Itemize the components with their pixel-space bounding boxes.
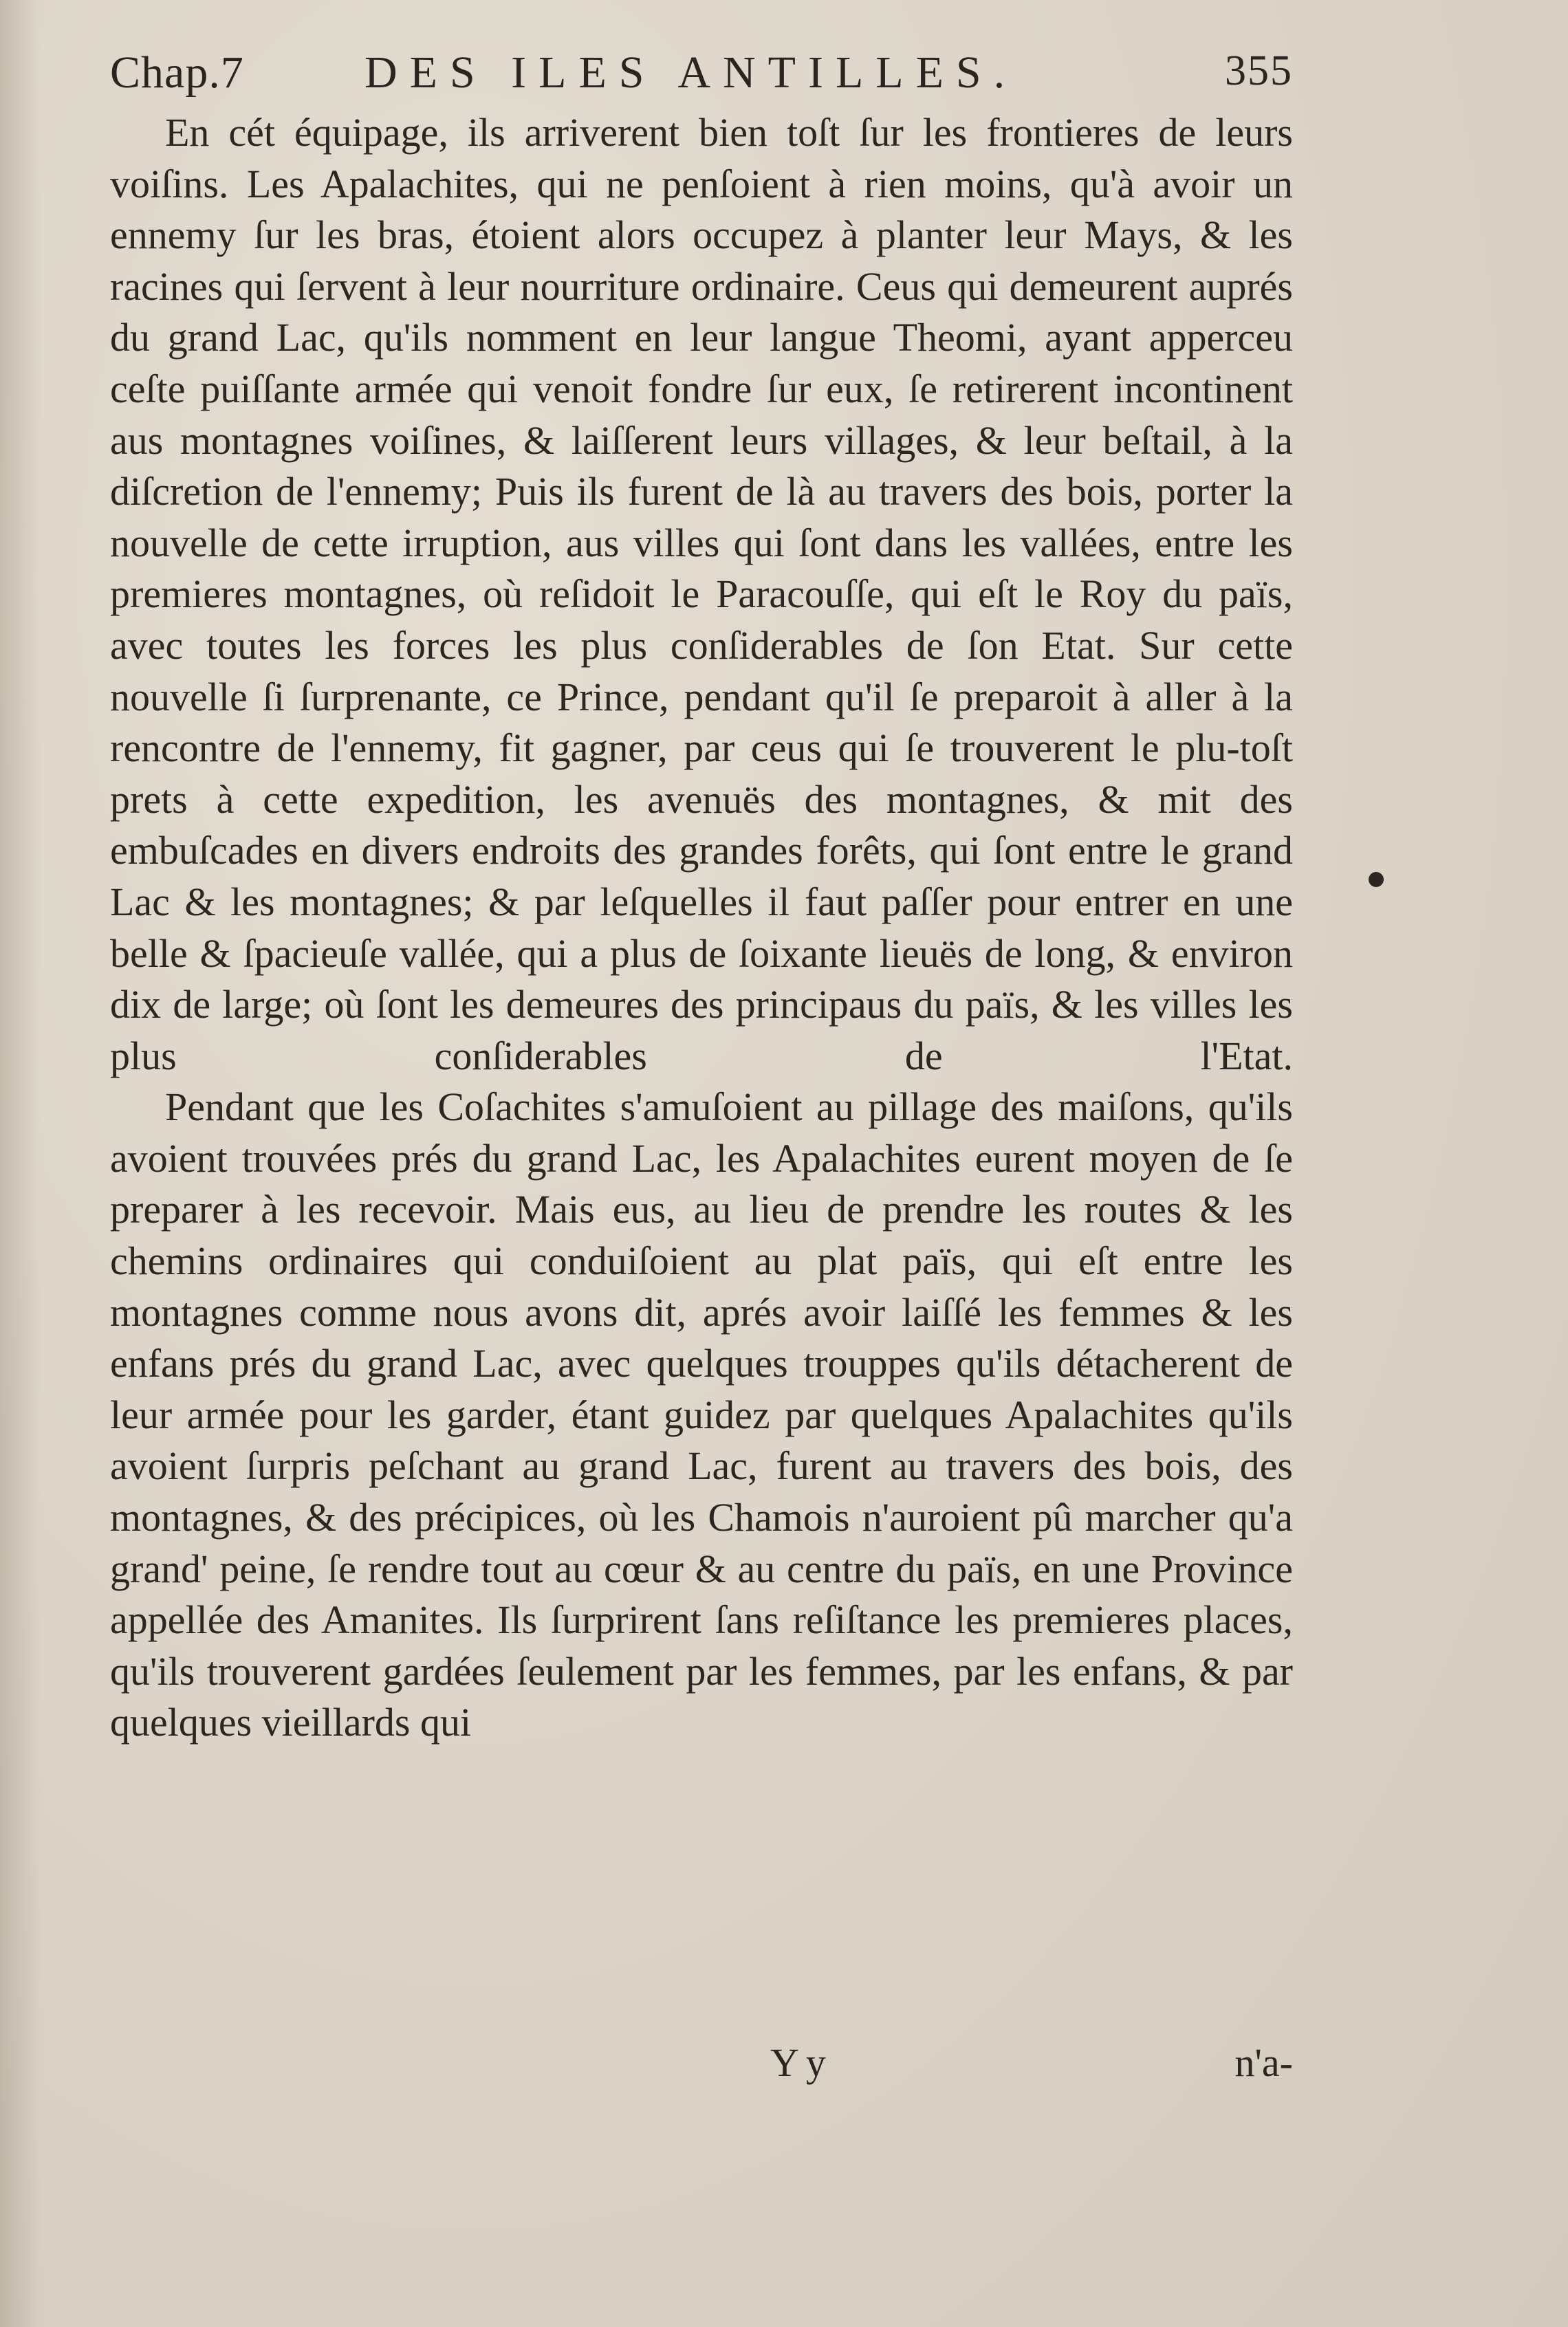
paragraph-2: Pendant que les Coſachites s'amuſoient au pillage des maiſons, qu'ils avoient trouvées prés du grand Lac, les Apalachites eurent moyen de ſe preparer à les recevoir. Mais eus, au lieu de prendre les routes & les chemins ordinaires qui conduiſoient au plat païs, qui eſt entre les montagnes comme nous avons dit, aprés avoir laiſſé les femmes & les enfans prés du grand Lac, avec quelques trouppes qu'ils détacherent de leur armée pour les garder, étant guidez par quelques Apalachites qu'ils avoient ſurpris peſchant au grand Lac, furent au travers des bois, des montagnes, & des précipices, où les Chamois n'auroient pû marcher qu'a grand' peine, ſe rendre tout au cœur & au centre du païs, en une Province appellée des Amanites. Ils ſurprirent ſans reſiſtance les premieres places, qu'ils trouverent gardées ſeulement par les femmes, par les enfans, & par quelques vieillards qui (110, 1084, 1293, 1745)
paragraph-1: En cét équipage, ils arriverent bien toſt ſur les frontieres de leurs voiſins. Les Apalachites, qui ne penſoient à rien moins, qu'à avoir un ennemy ſur les bras, étoient alors occupez à planter leur Mays, & les racines qui ſervent à leur nourriture ordinaire. Ceus qui demeurent auprés du grand Lac, qu'ils nomment en leur langue Theomi, ayant apperceu ceſte puiſſante armée qui venoit fondre ſur eux, ſe retirerent incontinent aus montagnes voiſines, & laiſſerent leurs villages, & leur beſtail, à la diſcretion de l'ennemy; Puis ils furent de là au travers des bois, porter la nouvelle de cette irruption, aus villes qui ſont dans les vallées, entre les premieres montagnes, où reſidoit le Paracouſſe, qui eſt le Roy du païs, avec toutes les forces les plus conſiderables de ſon Etat. Sur cette nouvelle ſi ſurprenante, ce Prince, pendant qu'il ſe preparoit à aller à la rencontre de l'ennemy, fit gagner, par ceus qui ſe trouverent le plu-toſt prets à cette expedition, les avenuës des montagnes, & mit des embuſcades en divers endroits des grandes forêts, qui ſont entre le grand Lac & les montagnes; & par leſquelles il faut paſſer pour entrer en une belle & ſpacieuſe vallée, qui a plus de ſoixante lieuës de long, & environ dix de large; où ſont les demeures des principaus du païs, & les villes les plus conſiderables de l'Etat. (110, 110, 1293, 1078)
page-number: 355 (1225, 47, 1293, 94)
chapter-label: Chap.7 (110, 47, 244, 98)
signature-mark: Yy (770, 2040, 833, 2085)
ink-speck (1369, 872, 1384, 887)
page-footer (110, 2040, 1293, 2095)
catchword: n'a- (1234, 2040, 1293, 2085)
running-header (110, 47, 1293, 102)
page-edge-shadow (0, 0, 41, 2327)
body-text (110, 107, 1293, 1749)
running-title: DES ILES ANTILLES. (364, 47, 1018, 98)
